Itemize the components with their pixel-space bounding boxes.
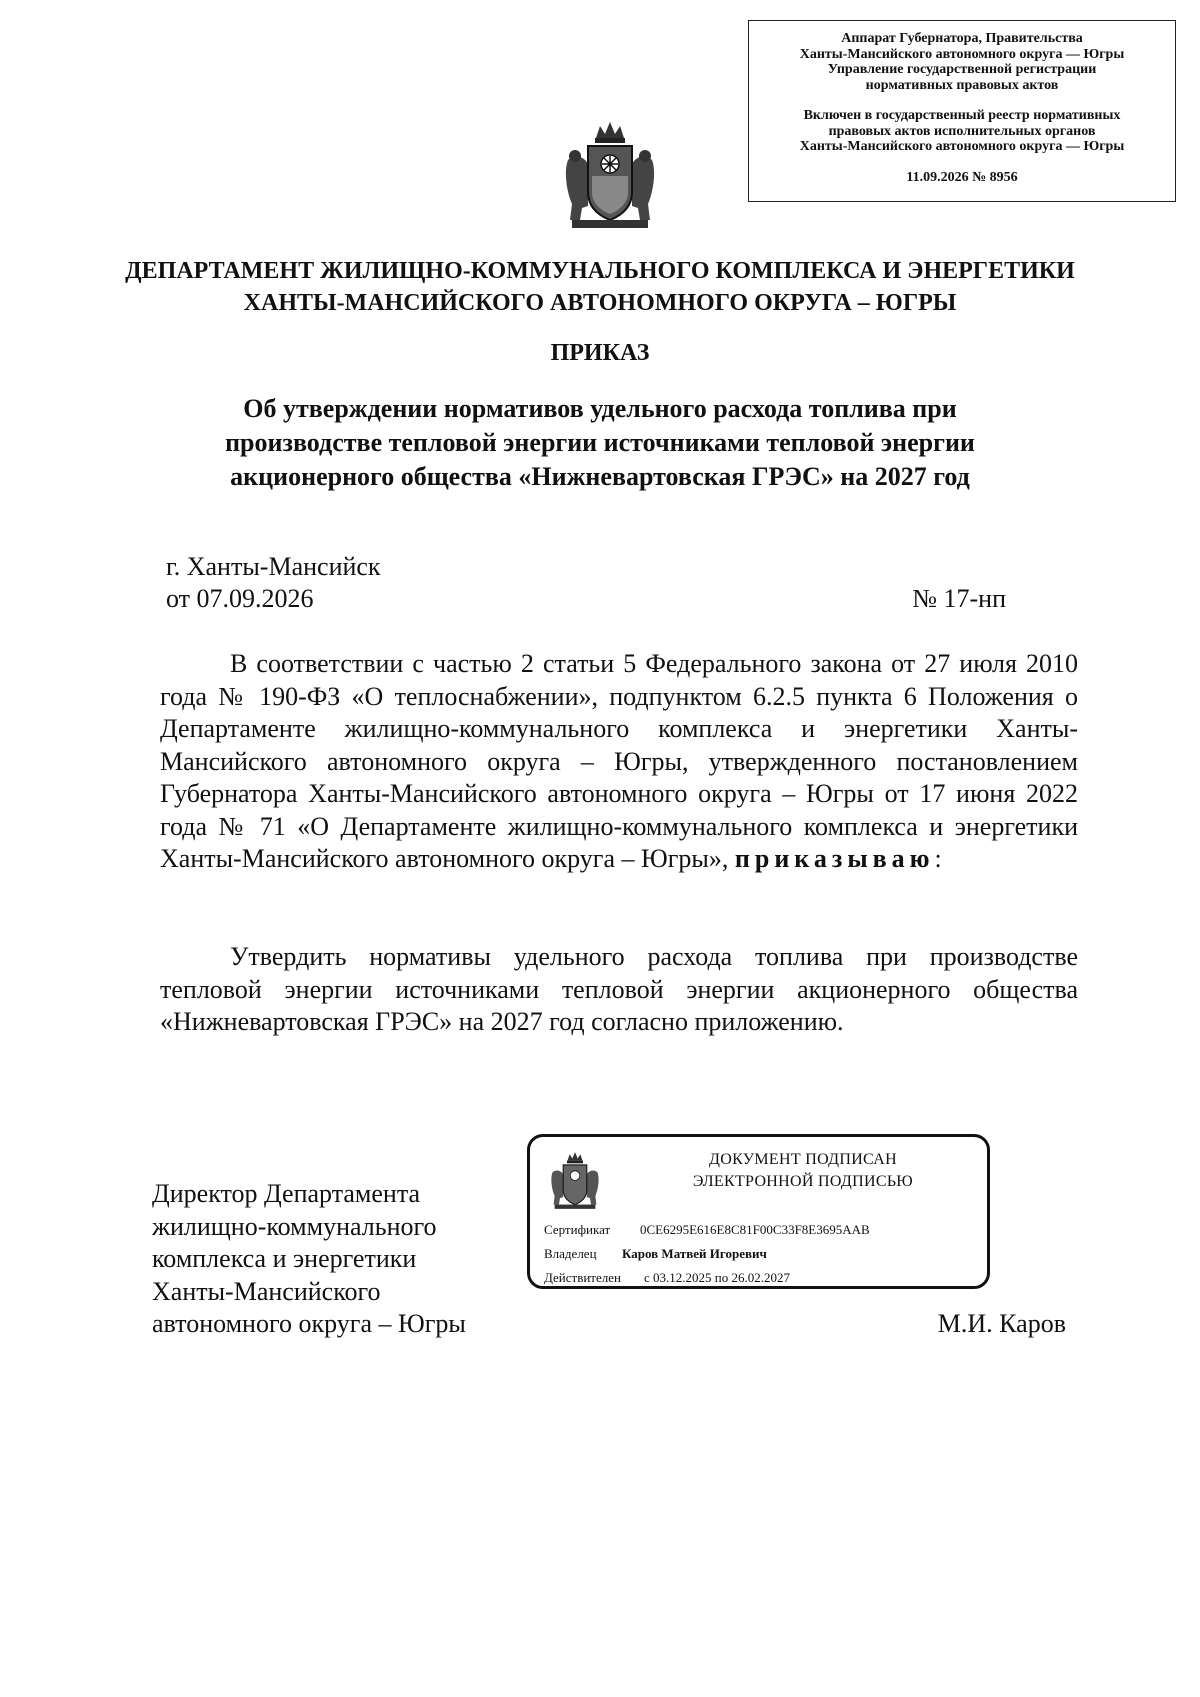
department-line: ХАНТЫ-МАНСИЙСКОГО АВТОНОМНОГО ОКРУГА – ЮГРЫ [243, 290, 957, 316]
document-type: ПРИКАЗ [550, 340, 650, 366]
document-title [140, 392, 1060, 494]
certificate-label: Сертификат [544, 1222, 611, 1237]
department-line: ДЕПАРТАМЕНТ ЖИЛИЩНО-КОММУНАЛЬНОГО КОМПЛЕКСА И ЭНЕРГЕТИКИ [125, 258, 1075, 284]
position-line: комплекса и энергетики [152, 1244, 417, 1273]
order-word: приказываю [734, 844, 935, 873]
validity-label: Действителен [544, 1270, 621, 1285]
title-line: производстве тепловой энергии источниками тепловой энергии [225, 428, 975, 457]
validity-value: с 03.12.2025 по 26.02.2027 [644, 1270, 790, 1285]
certificate-row [544, 1222, 870, 1238]
owner-label: Владелец [544, 1246, 597, 1261]
e-signature-heading-line: ДОКУМЕНТ ПОДПИСАН [709, 1151, 897, 1168]
department-name [40, 255, 1160, 319]
registration-number: 11.09.2026 № 8956 [906, 169, 1018, 185]
validity-row [544, 1270, 790, 1286]
signer-position [152, 1178, 466, 1341]
position-line: жилищно-коммунального [152, 1211, 437, 1241]
title-line: Об утверждении нормативов удельного расхода топлива при [243, 394, 957, 423]
preamble-text: В соответствии с частью 2 статьи 5 Федерального закона от 27 июля 2010 года № 190-ФЗ «О теплоснабжении», подпунктом 6.2.5 пункта 6 Положения о Департаменте жилищно-коммунального комплекса и энергетики Ханты-Мансийского автономного округа – Югры, утвержденного постановлением Губернатора Ханты-Мансийского автономного округа – Югры от 17 июня 2022 года № 71 «О Департаменте жилищно-коммунального комплекса и энергетики Ханты-Мансийского автономного округа – Югры», [160, 649, 1078, 873]
position-line: автономного округа – Югры [152, 1309, 466, 1338]
stamp-line: Ханты-Мансийского автономного округа — Югры [799, 139, 1125, 154]
position-line: Ханты-Мансийского [152, 1276, 381, 1306]
document-date: от 07.09.2026 [166, 584, 314, 613]
signer-name: М.И. Каров [937, 1309, 1066, 1338]
stamp-line: нормативных правовых актов [865, 77, 1059, 93]
electronic-signature-stamp [527, 1134, 990, 1289]
stamp-line: Управление государственной регистрации [827, 62, 1097, 77]
e-signature-heading-line: ЭЛЕКТРОННОЙ ПОДПИСЬЮ [692, 1173, 914, 1190]
order-text: Утвердить нормативы удельного расхода топлива при производстве тепловой энергии источниками тепловой энергии акционерного общества «Нижневартовская ГРЭС» на 2027 год согласно приложению. [160, 942, 1078, 1036]
order-paragraph [160, 941, 1078, 1039]
e-signature-heading [638, 1149, 968, 1193]
coat-of-arms-small-icon [546, 1151, 604, 1211]
position-line: Директор Департамента [152, 1179, 421, 1208]
stamp-line: Включен в государственный реестр нормативных [803, 108, 1121, 123]
stamp-line: правовых актов исполнительных органов [828, 123, 1096, 139]
title-line: акционерного общества «Нижневартовская ГРЭС» на 2027 год [230, 462, 970, 491]
coat-of-arms-emblem [562, 120, 658, 232]
stamp-line: Аппарат Губернатора, Правительства [841, 31, 1083, 46]
order-colon: : [934, 844, 942, 873]
certificate-value: 0CE6295E616E8C81F00C33F8E3695AAB [640, 1222, 870, 1237]
stamp-line: Ханты-Мансийского автономного округа — Югры [799, 46, 1125, 62]
preamble-paragraph [160, 648, 1078, 876]
owner-row [544, 1246, 767, 1262]
city: г. Ханты-Мансийск [166, 552, 381, 581]
document-number: № 17-нп [912, 584, 1006, 613]
registration-stamp [748, 20, 1176, 202]
owner-value: Каров Матвей Игоревич [622, 1246, 767, 1261]
